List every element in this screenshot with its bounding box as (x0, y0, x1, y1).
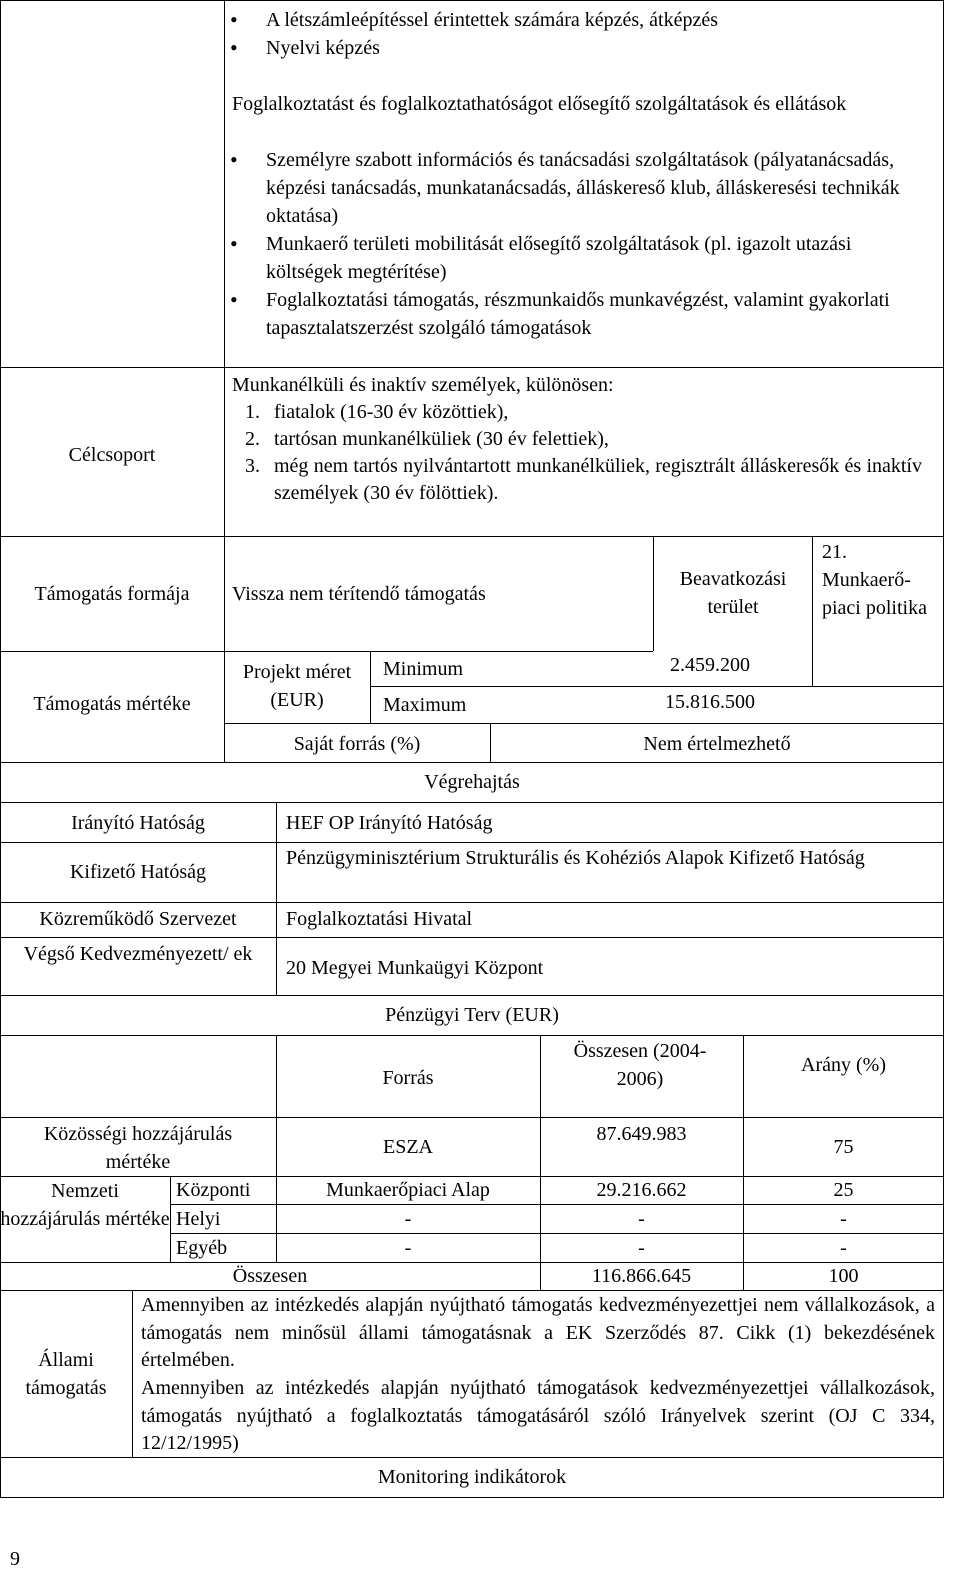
national-total-local: - (638, 1208, 645, 1230)
national-ratio-other: - (840, 1237, 847, 1259)
finance-sum-total: 116.866.645 (591, 1265, 692, 1287)
implementation-heading: Végrehajtás (424, 771, 520, 793)
minimum-label: Minimum (383, 658, 464, 680)
final-beneficiary-label: Végső Kedvezményezett/ ek (23, 943, 253, 965)
intervention-area-label: Beavatkozási terület (679, 568, 787, 618)
finance-col-ratio: Arány (%) (801, 1054, 886, 1076)
maximum-value: 15.816.500 (665, 691, 755, 713)
list-item: • Munkaerő területi mobilitását elősegítő szolgáltatások (pl. igazolt utazási költségek megtérítése) (228, 230, 918, 286)
support-amount-label: Támogatás mértéke (33, 693, 191, 715)
paying-authority-label: Kifizető Hatóság (69, 861, 207, 883)
list-item: 3. még nem tartós nyilvántartott munkanélküliek, regisztrált álláskeresők és inaktív személyek (30 év fölöttiek). (245, 455, 922, 504)
list-item: • A létszámleépítéssel érintettek számára képzés, átképzés (228, 6, 918, 34)
target-group-list (232, 372, 922, 507)
national-total-other: - (638, 1237, 645, 1259)
target-group-label: Célcsoport (68, 444, 156, 466)
national-contribution-label: Nemzeti hozzájárulás mértéke (0, 1180, 170, 1230)
list-item: 1. fiatalok (16-30 év közöttiek), (245, 401, 509, 423)
national-source-central: Munkaerőpiaci Alap (326, 1179, 490, 1201)
monitoring-heading: Monitoring indikátorok (377, 1466, 567, 1488)
state-aid-paragraph-2: Amennyiben az intézkedés alapján nyújtható támogatások kedvezményezettjei vállalkozások, támogatás nyújtható a foglalkoztatás támogatásáról szóló Irányelvek szerint (OJ C 334, 12/12/1995) (141, 1377, 935, 1454)
state-aid-label: Állami támogatás (25, 1349, 107, 1399)
community-contribution-label: Közösségi hozzájárulás mértéke (43, 1123, 233, 1173)
managing-authority-value: HEF OP Irányító Hatóság (286, 812, 493, 834)
list-item: • Nyelvi képzés (228, 34, 918, 62)
intermediate-body-value: Foglalkoztatási Hivatal (286, 908, 473, 930)
finance-col-source: Forrás (382, 1067, 434, 1089)
state-aid-paragraph-1: Amennyiben az intézkedés alapján nyújtható támogatás kedvezményezettjei nem vállalkozások, a támogatás nem minősül állami támogatásnak a EK Szerződés 87. Cikk (1) bekezdésének értelmében. (141, 1294, 935, 1371)
target-intro: Munkanélküli és inaktív személyek, különösen: (232, 374, 614, 396)
finance-heading: Pénzügyi Terv (EUR) (385, 1004, 559, 1026)
national-source-other: - (404, 1237, 412, 1259)
list-item: • Foglalkoztatási támogatás, részmunkaidős munkavégzést, valamint gyakorlati tapasztalatszerzést szolgáló támogatások (228, 286, 918, 342)
national-type-local: Helyi (176, 1208, 221, 1230)
community-ratio: 75 (833, 1136, 854, 1158)
support-form-value: Vissza nem térítendő támogatás (232, 583, 486, 605)
national-ratio-central: 25 (833, 1179, 854, 1201)
training-list (228, 6, 918, 62)
paying-authority-value: Pénzügyminisztérium Strukturális és Kohéziós Alapok Kifizető Hatóság (286, 847, 865, 869)
minimum-value: 2.459.200 (670, 654, 750, 676)
services-heading: Foglalkoztatást és foglalkoztathatóságot elősegítő szolgáltatások és ellátások (232, 93, 847, 115)
list-item: • Személyre szabott információs és tanácsadási szolgáltatások (pályatanácsadás, képzési tanácsadás, munkatanácsadás, álláskereső klub, álláskeresési technikák oktatása) (228, 146, 918, 230)
managing-authority-label: Irányító Hatóság (71, 812, 205, 834)
intervention-area-value: 21. Munkaerő-piaci politika (822, 541, 927, 619)
own-resource-value: Nem értelmezhető (643, 733, 791, 755)
services-list (228, 146, 918, 342)
national-source-local: - (404, 1208, 412, 1230)
national-total-central: 29.216.662 (596, 1179, 687, 1201)
intermediate-body-label: Közreműködő Szervezet (39, 908, 237, 930)
finance-col-total: Összesen (2004-2006) (573, 1040, 707, 1090)
own-resource-label: Saját forrás (%) (293, 733, 421, 755)
community-total: 87.649.983 (596, 1123, 687, 1145)
national-ratio-local: - (840, 1208, 847, 1230)
support-form-label: Támogatás formája (34, 583, 190, 605)
national-type-central: Központi (176, 1179, 251, 1201)
finance-sum-ratio: 100 (828, 1265, 859, 1287)
final-beneficiary-value: 20 Megyei Munkaügyi Központ (286, 957, 544, 979)
community-source: ESZA (383, 1136, 433, 1158)
national-type-other: Egyéb (176, 1237, 228, 1259)
finance-sum-label: Összesen (232, 1265, 308, 1287)
page-number: 9 (10, 1548, 20, 1570)
maximum-label: Maximum (383, 694, 467, 716)
project-size-label: Projekt méret (EUR) (242, 661, 352, 711)
list-item: 2. tartósan munkanélküliek (30 év felettiek), (245, 428, 609, 450)
